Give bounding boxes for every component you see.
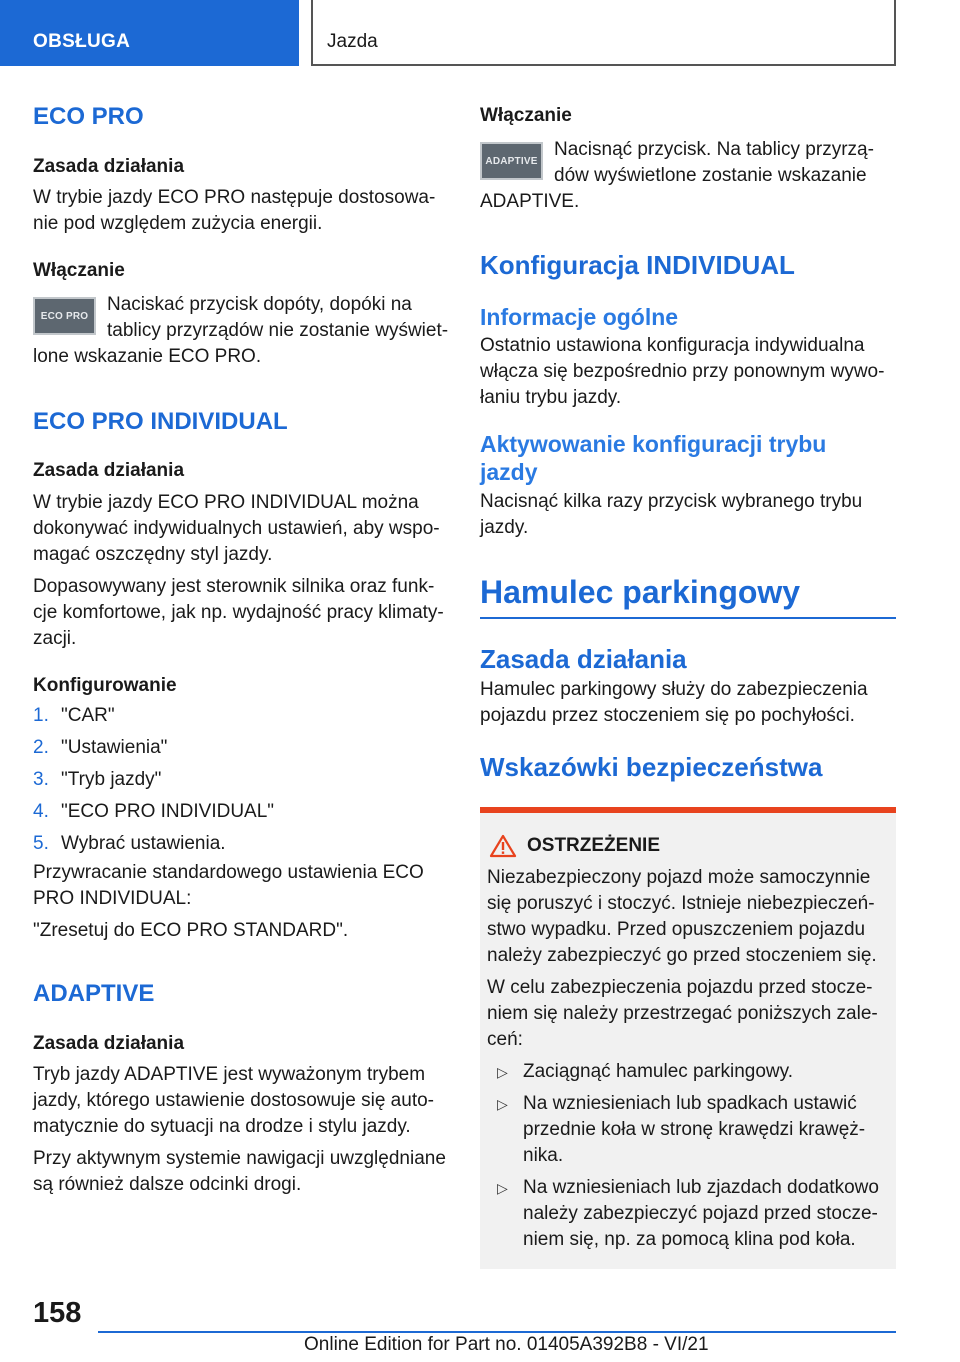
text-line: jazdy, którego ustawienie dostosowuje się auto- xyxy=(33,1090,434,1111)
config-heading: Konfigurowanie xyxy=(33,675,177,696)
text-line: ceń: xyxy=(487,1029,523,1050)
text-line: się poruszyć i stoczyć. Istnieje niebezpieczeń- xyxy=(487,893,875,914)
parking-principle-heading: Zasada działania xyxy=(480,644,687,674)
text-line: jazdy. xyxy=(480,517,529,538)
adaptive-p1 xyxy=(33,1062,450,1140)
parking-principle-text xyxy=(480,677,896,729)
warning-title-text: OSTRZEŻENIE xyxy=(527,835,661,856)
eco-pro-button-row xyxy=(33,292,450,370)
text-line: PRO INDIVIDUAL: xyxy=(33,888,192,909)
text-line: Aktywowanie konfiguracji trybu xyxy=(480,431,827,457)
eco-individual-principle-heading: Zasada działania xyxy=(33,460,185,481)
text-line: Przywracanie standardowego ustawienia ECO xyxy=(33,862,424,883)
text-line: łaniu trybu jazdy. xyxy=(480,387,622,408)
footer-divider xyxy=(98,1331,896,1333)
step-number: 1. xyxy=(33,705,49,726)
text-line: cje komfortowe, jak np. wydajność pracy klimaty- xyxy=(33,602,444,623)
eco-pro-principle-text xyxy=(33,185,450,237)
parking-title: Hamulec parkingowy xyxy=(480,571,896,619)
eco-individual-p1 xyxy=(33,490,450,568)
text-line: włącza się bezpośrednio przy ponownym wywo- xyxy=(480,361,885,382)
list-item xyxy=(487,1059,889,1085)
text-line: niem się należy przestrzegać poniższych zale- xyxy=(487,1003,878,1024)
general-heading: Informacje ogólne xyxy=(480,304,679,330)
eco-individual-p2 xyxy=(33,574,450,652)
warning-p2 xyxy=(487,975,889,1053)
step-number: 5. xyxy=(33,833,49,854)
activate-text xyxy=(480,489,896,541)
reset-value: "Zresetuj do ECO PRO STANDARD". xyxy=(33,920,349,941)
text-line: W celu zabezpieczenia pojazdu przed stocze- xyxy=(487,977,873,998)
text-line: Tryb jazdy ADAPTIVE jest wyważonym trybem xyxy=(33,1064,426,1085)
right-column xyxy=(480,100,896,1269)
text-line: tablicy przyrządów nie zostanie wyświet- xyxy=(107,320,449,341)
edition-text: Online Edition for Part no. 01405A392B8 - VI/21 xyxy=(304,1334,709,1355)
eco-pro-title: ECO PRO xyxy=(33,103,144,130)
text-line: W trybie jazdy ECO PRO następuje dostosowa- xyxy=(33,187,436,208)
step-number: 2. xyxy=(33,737,49,758)
warning-bullets xyxy=(487,1059,889,1253)
adaptive-button-icon: ADAPTIVE xyxy=(480,142,543,180)
parking-section xyxy=(480,571,896,1269)
safety-heading: Wskazówki bezpieczeństwa xyxy=(480,752,823,782)
adaptive-section xyxy=(33,979,450,1198)
text-line: Naciskać przycisk dopóty, dopóki na xyxy=(107,294,412,315)
bullet-triangle-icon: ▷ xyxy=(497,1180,508,1196)
step-text: "Ustawienia" xyxy=(61,737,168,758)
text-line: Przy aktywnym systemie nawigacji uwzględniane xyxy=(33,1148,446,1169)
text-line: Zaciągnąć hamulec parkingowy. xyxy=(523,1061,794,1082)
eco-individual-title: ECO PRO INDIVIDUAL xyxy=(33,408,288,435)
reset-text xyxy=(33,860,450,912)
text-line: niem się, np. za pomocą klina pod koła. xyxy=(523,1229,856,1250)
warning-triangle-icon xyxy=(489,834,517,858)
text-line: ADAPTIVE. xyxy=(480,191,580,212)
text-line: przednie koła w stronę krawędzi krawęż- xyxy=(523,1119,866,1140)
config-steps xyxy=(33,700,450,860)
step-number: 4. xyxy=(33,801,49,822)
eco-pro-section xyxy=(33,102,450,370)
text-line: pojazdu przez stoczeniem się po pochyłości. xyxy=(480,705,855,726)
text-line: należy zabezpieczyć pojazd przed stocze- xyxy=(523,1203,878,1224)
text-line: należy zabezpieczyć go przed stoczeniem się. xyxy=(487,945,877,966)
list-item xyxy=(33,732,450,764)
adaptive-on-heading: Włączanie xyxy=(480,105,572,126)
warning-title xyxy=(487,833,889,859)
bullet-triangle-icon: ▷ xyxy=(497,1064,508,1080)
adaptive-p2 xyxy=(33,1146,450,1198)
warning-box xyxy=(480,807,896,1269)
list-item xyxy=(33,796,450,828)
general-text xyxy=(480,333,896,411)
step-number: 3. xyxy=(33,769,49,790)
text-line: Hamulec parkingowy służy do zabezpieczenia xyxy=(480,679,868,700)
adaptive-button-row xyxy=(480,137,896,215)
text-line: dokonywać indywidualnych ustawień, aby wspo- xyxy=(33,518,440,539)
step-text: "CAR" xyxy=(61,705,115,726)
text-line: Na wzniesieniach lub zjazdach dodatkowo xyxy=(523,1177,879,1198)
text-line: Niezabezpieczony pojazd może samoczynnie xyxy=(487,867,871,888)
eco-pro-principle-heading: Zasada działania xyxy=(33,156,185,177)
text-line: jazdy xyxy=(480,459,538,485)
list-item xyxy=(487,1091,889,1169)
activate-heading xyxy=(480,430,896,486)
page-number: 158 xyxy=(33,1297,82,1329)
eco-pro-button-icon: ECO PRO xyxy=(33,297,96,335)
list-item xyxy=(33,764,450,796)
text-line: Nacisnąć przycisk. Na tablicy przyrzą- xyxy=(554,139,874,160)
bullet-triangle-icon: ▷ xyxy=(497,1096,508,1112)
text-line: zacji. xyxy=(33,628,77,649)
chapter-tab: Jazda xyxy=(311,0,896,66)
individual-title: Konfiguracja INDIVIDUAL xyxy=(480,250,795,280)
individual-section xyxy=(480,249,896,541)
text-line: magać oszczędny styl jazdy. xyxy=(33,544,273,565)
text-line: stwo wypadku. Przed opuszczeniem pojazdu xyxy=(487,919,866,940)
text-line: są również dalsze odcinki drogi. xyxy=(33,1174,302,1195)
left-column xyxy=(33,100,450,1198)
step-text: "ECO PRO INDIVIDUAL" xyxy=(61,801,275,822)
text-line: lone wskazanie ECO PRO. xyxy=(33,346,262,367)
step-text: "Tryb jazdy" xyxy=(61,769,162,790)
text-line: Dopasowywany jest sterownik silnika oraz funk- xyxy=(33,576,435,597)
list-item xyxy=(487,1175,889,1253)
text-line: Na wzniesieniach lub spadkach ustawić xyxy=(523,1093,857,1114)
adaptive-on-section xyxy=(480,103,896,215)
section-tab: OBSŁUGA xyxy=(0,0,299,66)
page-header xyxy=(0,0,960,66)
text-line: matycznie do sytuacji na drodze i stylu jazdy. xyxy=(33,1116,411,1137)
list-item xyxy=(33,700,450,732)
text-line: nika. xyxy=(523,1145,564,1166)
text-line: Nacisnąć kilka razy przycisk wybranego trybu xyxy=(480,491,863,512)
list-item xyxy=(33,828,450,860)
adaptive-principle-heading: Zasada działania xyxy=(33,1033,185,1054)
step-text: Wybrać ustawienia. xyxy=(61,833,226,854)
text-line: W trybie jazdy ECO PRO INDIVIDUAL można xyxy=(33,492,419,513)
adaptive-title: ADAPTIVE xyxy=(33,980,155,1007)
eco-pro-on-heading: Włączanie xyxy=(33,260,125,281)
warning-p1 xyxy=(487,865,889,969)
text-line: nie pod względem zużycia energii. xyxy=(33,213,323,234)
text-line: Ostatnio ustawiona konfiguracja indywidualna xyxy=(480,335,865,356)
eco-individual-section xyxy=(33,407,450,944)
text-line: dów wyświetlone zostanie wskazanie xyxy=(554,165,867,186)
